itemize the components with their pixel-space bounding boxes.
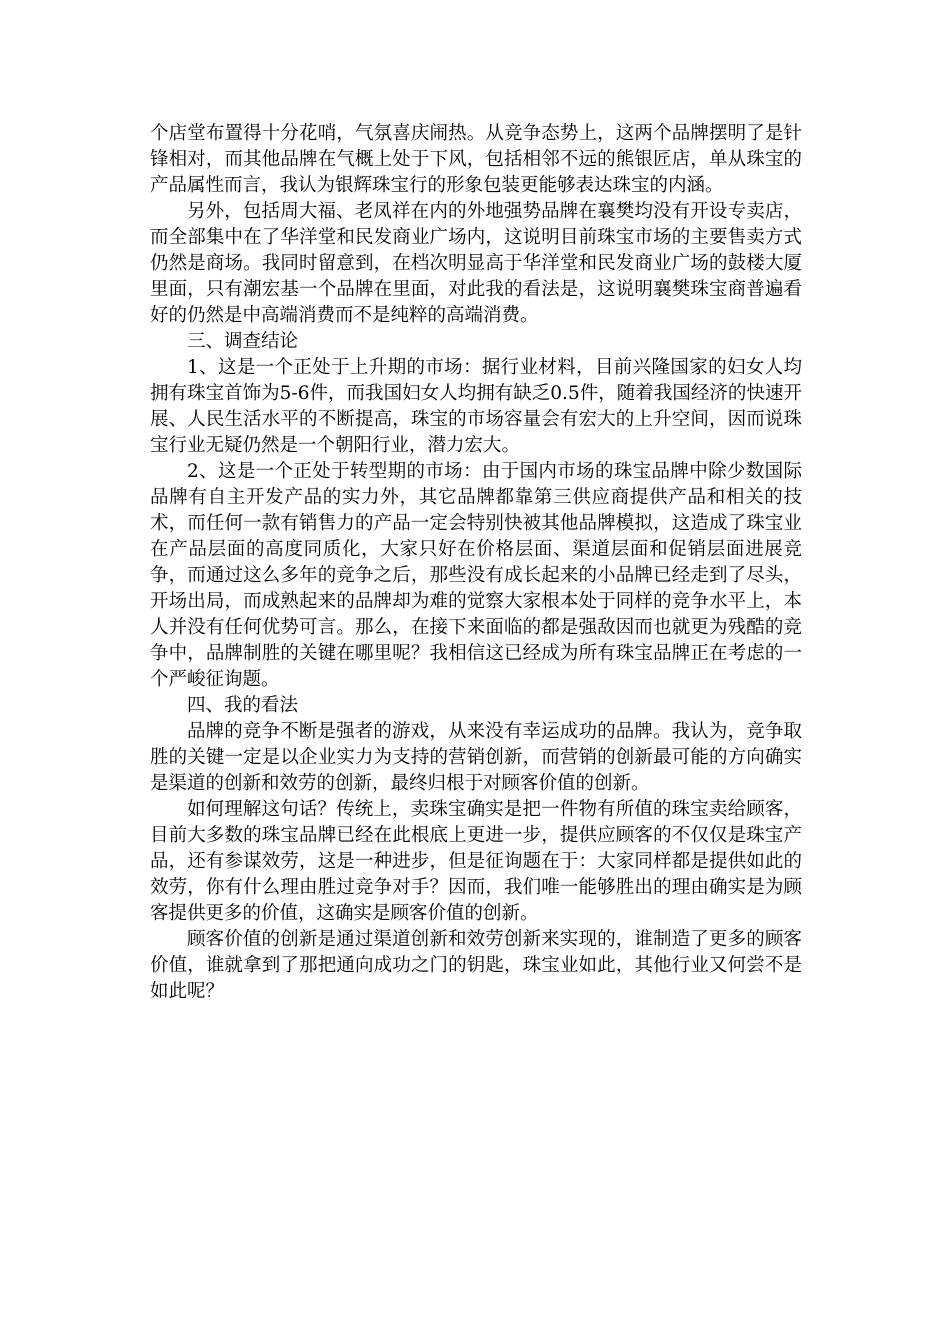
paragraph-conclusion-1: 1、这是一个正处于上升期的市场：据行业材料，目前兴隆国家的妇女人均拥有珠宝首饰为5-6件，而我国妇女人均拥有缺乏0.5件，随着我国经济的快速开展、人民生活水平的不断提高，珠宝的市场容量会有宏大的上升空间，因而说珠宝行业无疑仍然是一个朝阳行业，潜力宏大。 [150,357,802,456]
section-heading-opinion: 四、我的看法 [187,695,299,716]
section-heading-conclusions: 三、调查结论 [187,331,299,352]
paragraph-opinion-3: 顾客价值的创新是通过渠道创新和效劳创新来实现的，谁制造了更多的顾客价值，谁就拿到了那把通向成功之门的钥匙，珠宝业如此，其他行业又何尝不是如此呢？ [150,929,802,1002]
paragraph-opinion-1: 品牌的竞争不断是强者的游戏，从来没有幸运成功的品牌。我认为，竞争取胜的关键一定是以企业实力为支持的营销创新，而营销的创新最可能的方向确实是渠道的创新和效劳的创新，最终归根于对顾客价值的创新。 [150,721,802,794]
paragraph-conclusion-2: 2、这是一个正处于转型期的市场：由于国内市场的珠宝品牌中除少数国际品牌有自主开发产品的实力外，其它品牌都靠第三供应商提供产品和相关的技术，而任何一款有销售力的产品一定会特别快被其他品牌模拟，这造成了珠宝业在产品层面的高度同质化，大家只好在价格层面、渠道层面和促销层面进展竞争，而通过这么多年的竞争之后，那些没有成长起来的小品牌已经走到了尽头，开场出局，而成熟起来的品牌却为难的觉察大家根本处于同样的竞争水平上，本人并没有任何优势可言。那么，在接下来面临的都是强敌因而也就更为残酷的竞争中，品牌制胜的关键在哪里呢？我相信这已经成为所有珠宝品牌正在考虑的一个严峻征询题。 [150,461,802,690]
paragraph-opinion-2: 如何理解这句话？传统上，卖珠宝确实是把一件物有所值的珠宝卖给顾客，目前大多数的珠宝品牌已经在此根底上更进一步，提供应顾客的不仅仅是珠宝产品，还有参谋效劳，这是一种进步，但是征询题在于：大家同样都是提供如此的效劳，你有什么理由胜过竞争对手？因而，我们唯一能够胜出的理由确实是为顾客提供更多的价值，这确实是顾客价值的创新。 [150,799,802,924]
paragraph-continuation: 个店堂布置得十分花哨，气氛喜庆闹热。从竞争态势上，这两个品牌摆明了是针锋相对，而其他品牌在气概上处于下风，包括相邻不远的熊银匠店，单从珠宝的产品属性而言，我认为银辉珠宝行的形象包装更能够表达珠宝的内涵。 [150,123,802,196]
paragraph-market-location: 另外，包括周大福、老凤祥在内的外地强势品牌在襄樊均没有开设专卖店，而全部集中在了华洋堂和民发商业广场内，这说明目前珠宝市场的主要售卖方式仍然是商场。我同时留意到，在档次明显高于华洋堂和民发商业广场的鼓楼大厦里面，只有潮宏基一个品牌在里面，对此我的看法是，这说明襄樊珠宝商普遍看好的仍然是中高端消费而不是纯粹的高端消费。 [150,201,802,326]
document-body [150,121,802,1005]
